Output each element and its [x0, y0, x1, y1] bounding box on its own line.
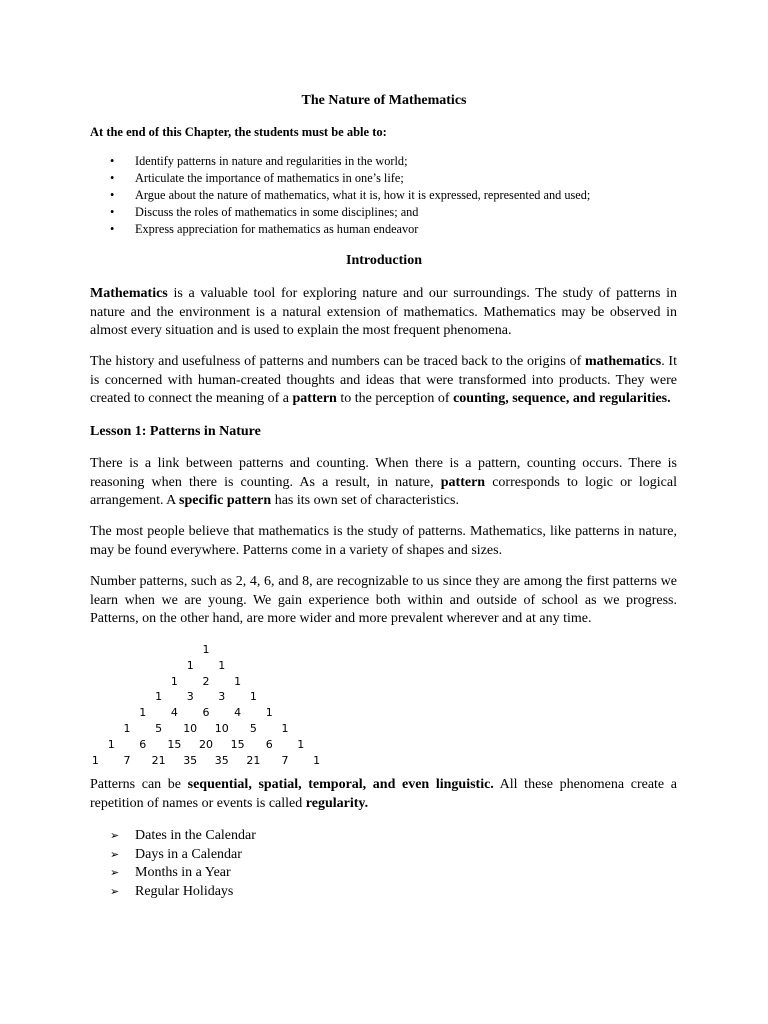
pascal-number: 1: [218, 658, 226, 672]
pascal-number: 2: [202, 674, 210, 688]
pascal-number: 5: [249, 722, 257, 735]
pascal-number: 20: [199, 737, 213, 751]
objective-item: • Identify patterns in nature and regularities in the world;: [110, 153, 590, 170]
objectives-list: [110, 153, 590, 238]
text-run: Number patterns, such as 2, 4, 6, and 8, are recognizable to us since they are among the first patterns we learn when we are young. We gain experience both within and outside of school as we progress. Patterns, on the other hand, are more wider and more prevalent wherever and at any time.: [90, 574, 677, 626]
paragraph-patterns: [90, 776, 677, 813]
objective-item: • Express appreciation for mathematics as human endeavor: [110, 221, 590, 238]
pascal-number: 1: [281, 722, 289, 735]
text-run: . It is concerned with human-created thoughts and ideas that were transformed into products. They were created to connect the meaning of a: [90, 354, 677, 406]
paragraph-lesson-1: [90, 455, 677, 511]
pascal-number: 1: [186, 658, 194, 672]
text-run: has its own set of characteristics.: [271, 493, 459, 508]
pascal-number: 35: [183, 753, 198, 767]
pascal-number: 1: [234, 674, 242, 688]
objectives-lead: At the end of this Chapter, the students must be able to:: [90, 125, 387, 139]
bold-term: Mathematics: [90, 286, 168, 301]
pascal-number: 1: [91, 753, 99, 767]
pascal-number: 1: [313, 753, 321, 767]
pascal-number: 7: [123, 753, 131, 767]
bold-term: pattern: [440, 474, 486, 490]
pascal-number: 1: [107, 737, 115, 751]
paragraph-lesson-2: [90, 523, 677, 560]
objective-item: • Articulate the importance of mathematics in one’s life;: [110, 170, 590, 187]
pascal-number: 21: [151, 753, 166, 767]
pascal-number: 1: [249, 690, 257, 704]
pascal-number: 6: [265, 737, 273, 751]
pascal-number: 6: [202, 706, 210, 720]
pascal-number: 4: [234, 706, 242, 720]
regularity-item: ➢ Dates in the Calendar: [110, 827, 256, 846]
text-run: corresponds to logic or logical arrangement. A: [90, 474, 677, 508]
bold-term: regularity.: [305, 795, 369, 811]
regularity-item: ➢ Months in a Year: [110, 864, 256, 883]
text-run: The history and usefulness of patterns and numbers can be traced back to the origins of: [90, 354, 585, 369]
pascal-number: 1: [123, 722, 131, 735]
pascal-number: 4: [170, 706, 178, 720]
text-run: All these phenomena create a repetition of names or events is called: [90, 777, 677, 811]
paragraph-intro-2: [90, 353, 677, 409]
bold-term: counting, sequence, and regularities.: [453, 391, 671, 406]
pascal-number: 7: [281, 753, 289, 767]
pascal-number: 15: [230, 737, 245, 751]
pascal-number: 1: [297, 737, 305, 751]
pascal-number: 3: [186, 690, 194, 704]
bold-term: pattern: [292, 391, 337, 406]
pascal-number: 10: [214, 722, 229, 735]
bold-term: specific pattern: [179, 493, 272, 508]
text-run: Patterns can be: [90, 777, 188, 792]
pascal-number: 1: [265, 706, 273, 720]
regularity-item: ➢ Regular Holidays: [110, 883, 256, 902]
pascal-number: 1: [155, 690, 163, 704]
text-run: is a valuable tool for exploring nature and our surroundings. The study of patterns in nature and the environment is a natural extension of mathematics. Mathematics may be observed in almost every situation and is used to explain the most frequent phenomena.: [90, 286, 677, 338]
text-run: The most people believe that mathematics is the study of patterns. Mathematics, like patterns in nature, may be found everywhere. Patterns come in a variety of shapes and sizes.: [90, 524, 677, 558]
pascal-number: 21: [246, 753, 261, 767]
pascal-number: 1: [139, 706, 147, 720]
pascal-number: 5: [155, 722, 163, 735]
regularity-list: [110, 827, 256, 901]
pascal-number: 6: [139, 737, 147, 751]
paragraph-intro-1: [90, 285, 677, 341]
regularity-item: ➢ Days in a Calendar: [110, 846, 256, 865]
page-title: The Nature of Mathematics: [301, 93, 467, 108]
bold-term: mathematics: [585, 354, 662, 369]
introduction-heading: Introduction: [346, 253, 422, 268]
pascal-number: 1: [170, 674, 178, 688]
pascal-number: 10: [183, 722, 198, 735]
pascal-number: 35: [214, 753, 229, 767]
pascal-number: 15: [167, 737, 182, 751]
paragraph-lesson-3: [90, 573, 677, 629]
lesson-heading: Lesson 1: Patterns in Nature: [90, 424, 261, 439]
bold-term: sequential, spatial, temporal, and even linguistic.: [187, 777, 494, 792]
pascal-number: 3: [218, 690, 226, 704]
pascal-number: 1: [202, 643, 210, 656]
text-run: There is a link between patterns and counting. When there is a pattern, counting occurs. There is reasoning when there is counting. As a result, in nature,: [90, 456, 677, 490]
objective-item: • Argue about the nature of mathematics, what it is, how it is expressed, represented and used;: [110, 187, 590, 204]
text-run: to the perception of: [336, 391, 454, 406]
objective-item: • Discuss the roles of mathematics in some disciplines; and: [110, 204, 590, 221]
